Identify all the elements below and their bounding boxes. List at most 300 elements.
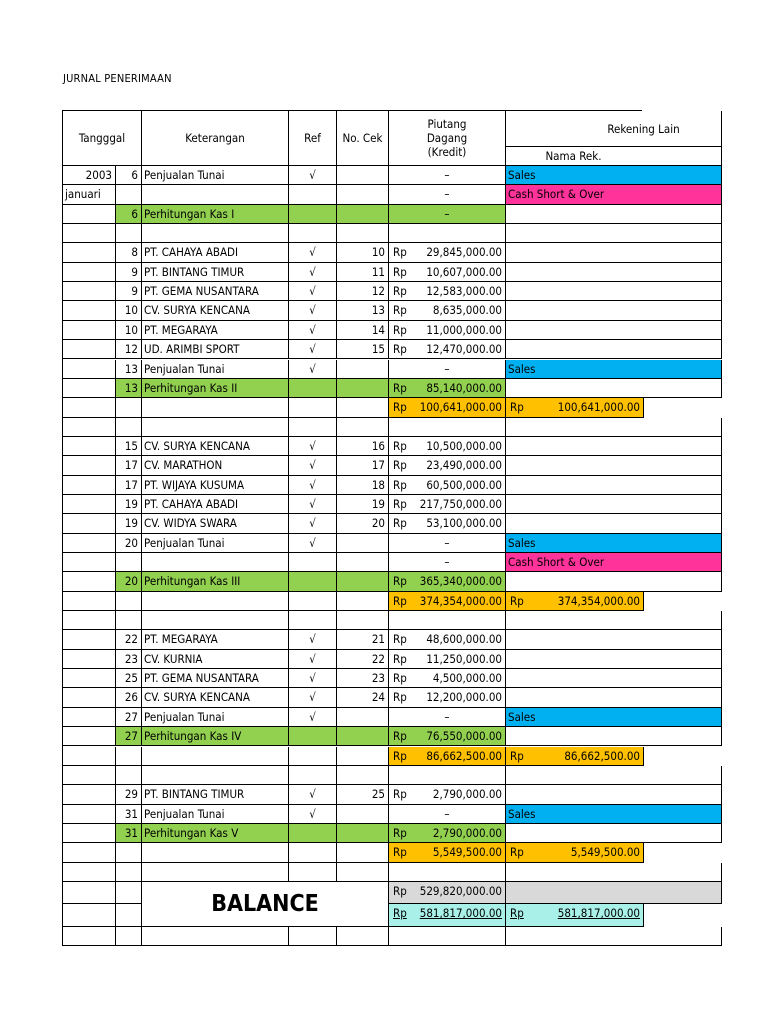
cell-ref <box>289 572 337 591</box>
cell-tahun <box>63 205 116 224</box>
currency-label: Rp <box>393 322 407 337</box>
cell-no-cek: 20 <box>337 514 389 533</box>
cell-ref: √ <box>289 514 337 533</box>
cell-tanggal: 26 <box>116 688 142 707</box>
cell-keterangan: Perhitungan Kas II <box>142 379 289 398</box>
currency-label: Rp <box>393 593 407 608</box>
cell-keterangan: CV. SURYA KENCANA <box>142 301 289 320</box>
cell-tahun <box>63 398 116 417</box>
cell-piutang-dagang <box>389 572 506 591</box>
cell-keterangan: Penjualan Tunai <box>142 534 289 553</box>
cell-tanggal: 15 <box>116 437 142 456</box>
cell-no-cek: 25 <box>337 785 389 804</box>
amount-value: 4,500,000.00 <box>432 671 502 686</box>
cell-no-cek: 13 <box>337 301 389 320</box>
amount-value: 100,641,000.00 <box>557 400 640 415</box>
cell-piutang-dagang <box>389 263 506 282</box>
cell-ref: √ <box>289 340 337 359</box>
amount-value: 76,550,000.00 <box>426 729 502 744</box>
amount-value: 374,354,000.00 <box>557 593 640 608</box>
cell-ref <box>289 205 337 224</box>
cell-empty <box>506 927 722 946</box>
cell-keterangan: PT. CAHAYA ABADI <box>142 243 289 262</box>
cell-keterangan: CV. KURNIA <box>142 650 289 669</box>
currency-label: Rp <box>393 264 407 279</box>
amount-value: 2,790,000.00 <box>432 787 502 802</box>
cell-tanggal: 25 <box>116 669 142 688</box>
currency-label: Rp <box>393 825 407 840</box>
cell-ref: √ <box>289 476 337 495</box>
cell-piutang-dagang <box>389 747 506 766</box>
currency-label: Rp <box>393 906 407 921</box>
cell-rekening-lain <box>506 398 644 417</box>
cell-tanggal: 13 <box>116 379 142 398</box>
cell-tahun <box>63 282 116 301</box>
currency-label: Rp <box>393 671 407 686</box>
cell-piutang-dagang: – <box>389 553 506 572</box>
currency-label: Rp <box>393 729 407 744</box>
cell-keterangan: Perhitungan Kas I <box>142 205 289 224</box>
cell-tahun <box>63 553 116 572</box>
cell-piutang-dagang <box>389 224 506 243</box>
amount-value: 23,490,000.00 <box>426 458 502 473</box>
cell-keterangan: PT. MEGARAYA <box>142 630 289 649</box>
cell-tanggal <box>116 863 142 882</box>
header-keterangan: Keterangan <box>142 111 289 166</box>
cell-piutang-dagang: – <box>389 166 506 185</box>
cell-tahun <box>63 418 116 437</box>
cell-tahun <box>63 243 116 262</box>
amount-value: 53,100,000.00 <box>426 516 502 531</box>
cell-empty <box>63 882 116 904</box>
currency-label: Rp <box>393 516 407 531</box>
cell-tahun <box>63 437 116 456</box>
cell-piutang-dagang: – <box>389 205 506 224</box>
cell-tahun <box>63 611 116 630</box>
header-no-cek: No. Cek <box>337 111 389 166</box>
cell-tahun <box>63 379 116 398</box>
cell-ref <box>289 185 337 204</box>
currency-label: Rp <box>393 845 407 860</box>
amount-value: 217,750,000.00 <box>419 496 502 511</box>
cell-piutang-dagang <box>389 630 506 649</box>
amount-value: 10,500,000.00 <box>426 438 502 453</box>
cell-no-cek <box>337 843 389 862</box>
currency-label: Rp <box>393 787 407 802</box>
cell-nama-rek <box>506 476 722 495</box>
cell-tahun <box>63 766 116 785</box>
header-ref: Ref <box>289 111 337 166</box>
cell-piutang-dagang <box>389 398 506 417</box>
cell-nama-rek: Sales <box>506 805 722 824</box>
cell-ref: √ <box>289 534 337 553</box>
cell-no-cek: 14 <box>337 321 389 340</box>
cell-piutang-dagang <box>389 476 506 495</box>
cell-ref <box>289 611 337 630</box>
cell-tahun <box>63 224 116 243</box>
cell-empty <box>116 927 142 946</box>
cell-tahun: januari <box>63 185 116 204</box>
amount-value: 581,817,000.00 <box>557 906 640 921</box>
cell-no-cek: 24 <box>337 688 389 707</box>
cell-tanggal: 31 <box>116 824 142 843</box>
header-piutang-dagang: Piutang Dagang (Kredit) <box>389 111 506 166</box>
balance-label: BALANCE <box>142 882 389 927</box>
amount-value: 5,549,500.00 <box>432 845 502 860</box>
cell-ref <box>289 592 337 611</box>
cell-ref: √ <box>289 360 337 379</box>
amount-value: 60,500,000.00 <box>426 477 502 492</box>
cell-ref: √ <box>289 495 337 514</box>
cell-total-gray <box>506 882 722 904</box>
cell-no-cek <box>337 766 389 785</box>
cell-keterangan <box>142 766 289 785</box>
cell-piutang-dagang <box>389 301 506 320</box>
cell-nama-rek <box>506 688 722 707</box>
cell-piutang-dagang: – <box>389 805 506 824</box>
cell-tanggal: 10 <box>116 301 142 320</box>
cell-tanggal <box>116 611 142 630</box>
cell-ref: √ <box>289 263 337 282</box>
cell-ref <box>289 224 337 243</box>
cell-piutang-dagang <box>389 785 506 804</box>
cell-no-cek: 10 <box>337 243 389 262</box>
cell-piutang-dagang: – <box>389 185 506 204</box>
cell-nama-rek <box>506 785 722 804</box>
cell-nama-rek <box>506 495 722 514</box>
cell-no-cek <box>337 205 389 224</box>
currency-label: Rp <box>393 284 407 299</box>
cell-keterangan <box>142 185 289 204</box>
cell-keterangan <box>142 553 289 572</box>
cell-no-cek: 17 <box>337 456 389 475</box>
amount-value: 29,845,000.00 <box>426 245 502 260</box>
amount-value: 86,662,500.00 <box>426 748 502 763</box>
cell-ref: √ <box>289 282 337 301</box>
cell-nama-rek <box>506 456 722 475</box>
cell-keterangan: CV. SURYA KENCANA <box>142 688 289 707</box>
cell-keterangan: CV. SURYA KENCANA <box>142 437 289 456</box>
cell-tanggal: 27 <box>116 727 142 746</box>
cell-tahun <box>63 572 116 591</box>
cell-keterangan: Penjualan Tunai <box>142 708 289 727</box>
cell-nama-rek: Cash Short & Over <box>506 553 722 572</box>
cell-ref <box>289 824 337 843</box>
cell-empty <box>63 927 116 946</box>
cell-nama-rek <box>506 863 722 882</box>
cell-nama-rek <box>506 282 722 301</box>
cell-keterangan: PT. WIJAYA KUSUMA <box>142 476 289 495</box>
currency-label: Rp <box>393 380 407 395</box>
cell-ref <box>289 843 337 862</box>
cell-tahun <box>63 747 116 766</box>
cell-empty <box>289 927 337 946</box>
cell-keterangan <box>142 592 289 611</box>
cell-nama-rek <box>506 630 722 649</box>
cell-keterangan <box>142 224 289 243</box>
cell-tanggal: 17 <box>116 476 142 495</box>
currency-label: Rp <box>393 496 407 511</box>
cell-no-cek: 19 <box>337 495 389 514</box>
cell-tanggal: 27 <box>116 708 142 727</box>
currency-label: Rp <box>393 748 407 763</box>
cell-no-cek: 22 <box>337 650 389 669</box>
cell-piutang-dagang <box>389 863 506 882</box>
cell-nama-rek: Cash Short & Over <box>506 185 722 204</box>
cell-no-cek <box>337 572 389 591</box>
cell-rekening-lain <box>506 843 644 862</box>
cell-piutang-dagang: – <box>389 360 506 379</box>
currency-label: Rp <box>393 303 407 318</box>
cell-piutang-dagang <box>389 243 506 262</box>
cell-keterangan: PT. GEMA NUSANTARA <box>142 282 289 301</box>
cell-tahun <box>63 301 116 320</box>
cell-no-cek <box>337 553 389 572</box>
total-piutang <box>389 882 506 904</box>
cell-no-cek <box>337 166 389 185</box>
cell-tanggal: 12 <box>116 340 142 359</box>
currency-label: Rp <box>393 690 407 705</box>
cell-keterangan: PT. CAHAYA ABADI <box>142 495 289 514</box>
cell-tahun <box>63 456 116 475</box>
cell-empty <box>116 904 142 926</box>
cell-ref: √ <box>289 708 337 727</box>
cell-nama-rek: Sales <box>506 360 722 379</box>
currency-label: Rp <box>393 400 407 415</box>
cell-piutang-dagang <box>389 321 506 340</box>
cell-no-cek <box>337 398 389 417</box>
cell-piutang-dagang <box>389 418 506 437</box>
cell-no-cek <box>337 708 389 727</box>
amount-value: 5,549,500.00 <box>570 845 640 860</box>
currency-label: Rp <box>393 651 407 666</box>
cell-tanggal <box>116 766 142 785</box>
cell-tanggal: 20 <box>116 534 142 553</box>
cell-tahun <box>63 708 116 727</box>
cell-tanggal: 10 <box>116 321 142 340</box>
cell-tanggal: 13 <box>116 360 142 379</box>
cell-keterangan: PT. MEGARAYA <box>142 321 289 340</box>
cell-no-cek: 23 <box>337 669 389 688</box>
cell-piutang-dagang <box>389 340 506 359</box>
cell-ref: √ <box>289 243 337 262</box>
cell-no-cek <box>337 824 389 843</box>
cell-tahun <box>63 669 116 688</box>
cell-no-cek: 21 <box>337 630 389 649</box>
cell-tanggal: 31 <box>116 805 142 824</box>
cell-nama-rek <box>506 418 722 437</box>
header-nama-rek: Nama Rek. <box>506 147 722 166</box>
cell-tanggal: 8 <box>116 243 142 262</box>
cell-tahun <box>63 630 116 649</box>
cell-keterangan: UD. ARIMBI SPORT <box>142 340 289 359</box>
cell-rekening-lain <box>506 747 644 766</box>
cell-no-cek <box>337 224 389 243</box>
cell-keterangan: CV. MARATHON <box>142 456 289 475</box>
amount-value: 11,250,000.00 <box>426 651 502 666</box>
cell-tahun <box>63 476 116 495</box>
cell-piutang-dagang: – <box>389 534 506 553</box>
cell-keterangan: PT. BINTANG TIMUR <box>142 785 289 804</box>
total-piutang-grand <box>389 904 506 926</box>
amount-value: 8,635,000.00 <box>432 303 502 318</box>
currency-label: Rp <box>393 458 407 473</box>
cell-nama-rek <box>506 379 722 398</box>
cell-nama-rek: Sales <box>506 166 722 185</box>
cell-nama-rek <box>506 572 722 591</box>
cell-piutang-dagang <box>389 437 506 456</box>
currency-label: Rp <box>393 574 407 589</box>
cell-tanggal: 19 <box>116 495 142 514</box>
cell-piutang-dagang <box>389 592 506 611</box>
cell-nama-rek <box>506 611 722 630</box>
cell-ref: √ <box>289 669 337 688</box>
cell-no-cek <box>337 185 389 204</box>
cell-tanggal <box>116 418 142 437</box>
cell-no-cek: 11 <box>337 263 389 282</box>
cell-tanggal: 20 <box>116 572 142 591</box>
cell-piutang-dagang <box>389 843 506 862</box>
cell-nama-rek <box>506 766 722 785</box>
cell-tahun <box>63 263 116 282</box>
cell-piutang-dagang <box>389 611 506 630</box>
cell-empty <box>116 882 142 904</box>
cell-ref: √ <box>289 688 337 707</box>
cell-keterangan <box>142 747 289 766</box>
journal-sheet <box>62 110 680 946</box>
cell-piutang-dagang <box>389 727 506 746</box>
cell-tahun <box>63 321 116 340</box>
amount-value: 581,817,000.00 <box>419 906 502 921</box>
cell-no-cek <box>337 611 389 630</box>
cell-tahun <box>63 843 116 862</box>
amount-value: 2,790,000.00 <box>432 825 502 840</box>
cell-nama-rek <box>506 437 722 456</box>
cell-no-cek <box>337 379 389 398</box>
amount-value: 85,140,000.00 <box>426 380 502 395</box>
cell-ref <box>289 398 337 417</box>
cell-ref: √ <box>289 166 337 185</box>
cell-tanggal <box>116 185 142 204</box>
cell-tanggal: 19 <box>116 514 142 533</box>
cell-keterangan <box>142 843 289 862</box>
cell-no-cek: 16 <box>337 437 389 456</box>
cell-empty <box>389 927 506 946</box>
cell-ref <box>289 863 337 882</box>
cell-piutang-dagang <box>389 766 506 785</box>
cell-piutang-dagang <box>389 824 506 843</box>
cell-ref: √ <box>289 456 337 475</box>
currency-label: Rp <box>393 342 407 357</box>
cell-tanggal: 9 <box>116 282 142 301</box>
cell-tanggal: 6 <box>116 205 142 224</box>
cell-nama-rek <box>506 243 722 262</box>
currency-label: Rp <box>393 632 407 647</box>
cell-no-cek: 18 <box>337 476 389 495</box>
cell-ref: √ <box>289 630 337 649</box>
cell-empty <box>337 927 389 946</box>
cell-empty <box>63 904 116 926</box>
cell-piutang-dagang <box>389 669 506 688</box>
cell-tahun <box>63 863 116 882</box>
cell-tanggal: 22 <box>116 630 142 649</box>
cell-tanggal <box>116 224 142 243</box>
amount-value: 12,583,000.00 <box>426 284 502 299</box>
cell-tanggal <box>116 398 142 417</box>
cell-tanggal <box>116 592 142 611</box>
cell-tahun <box>63 824 116 843</box>
cell-tahun <box>63 534 116 553</box>
cell-ref <box>289 379 337 398</box>
cell-tanggal <box>116 747 142 766</box>
cell-tanggal: 29 <box>116 785 142 804</box>
header-tanggal: Tangggal <box>63 111 142 166</box>
currency-label: Rp <box>393 477 407 492</box>
cell-nama-rek <box>506 650 722 669</box>
page-title: JURNAL PENERIMAAN <box>63 72 172 85</box>
cell-keterangan <box>142 418 289 437</box>
cell-nama-rek <box>506 224 722 243</box>
currency-label: Rp <box>393 438 407 453</box>
cell-no-cek <box>337 727 389 746</box>
cell-nama-rek <box>506 514 722 533</box>
cell-ref: √ <box>289 301 337 320</box>
cell-ref <box>289 766 337 785</box>
amount-value: 100,641,000.00 <box>419 400 502 415</box>
amount-value: 365,340,000.00 <box>419 574 502 589</box>
cell-rekening-lain <box>506 592 644 611</box>
cell-nama-rek <box>506 824 722 843</box>
cell-keterangan <box>142 611 289 630</box>
cell-ref: √ <box>289 437 337 456</box>
cell-no-cek <box>337 747 389 766</box>
cell-no-cek <box>337 360 389 379</box>
cell-no-cek: 15 <box>337 340 389 359</box>
cell-piutang-dagang <box>389 495 506 514</box>
cell-keterangan: PT. GEMA NUSANTARA <box>142 669 289 688</box>
cell-tanggal <box>116 553 142 572</box>
cell-no-cek <box>337 534 389 553</box>
cell-keterangan: Penjualan Tunai <box>142 360 289 379</box>
cell-keterangan: Perhitungan Kas III <box>142 572 289 591</box>
currency-label: Rp <box>510 400 524 415</box>
currency-label: Rp <box>510 593 524 608</box>
cell-empty <box>142 927 289 946</box>
cell-tanggal: 17 <box>116 456 142 475</box>
currency-label: Rp <box>510 845 524 860</box>
cell-piutang-dagang <box>389 379 506 398</box>
cell-tanggal: 23 <box>116 650 142 669</box>
cell-tahun <box>63 805 116 824</box>
cell-ref: √ <box>289 805 337 824</box>
cell-ref <box>289 727 337 746</box>
cell-tahun <box>63 360 116 379</box>
cell-piutang-dagang <box>389 650 506 669</box>
cell-ref <box>289 747 337 766</box>
cell-ref: √ <box>289 785 337 804</box>
cell-keterangan: Penjualan Tunai <box>142 805 289 824</box>
cell-nama-rek: Sales <box>506 708 722 727</box>
cell-tahun <box>63 650 116 669</box>
cell-keterangan: PT. BINTANG TIMUR <box>142 263 289 282</box>
cell-no-cek <box>337 592 389 611</box>
cell-tanggal: 9 <box>116 263 142 282</box>
cell-piutang-dagang <box>389 282 506 301</box>
cell-nama-rek <box>506 340 722 359</box>
cell-keterangan <box>142 863 289 882</box>
currency-label: Rp <box>510 906 524 921</box>
amount-value: 374,354,000.00 <box>419 593 502 608</box>
